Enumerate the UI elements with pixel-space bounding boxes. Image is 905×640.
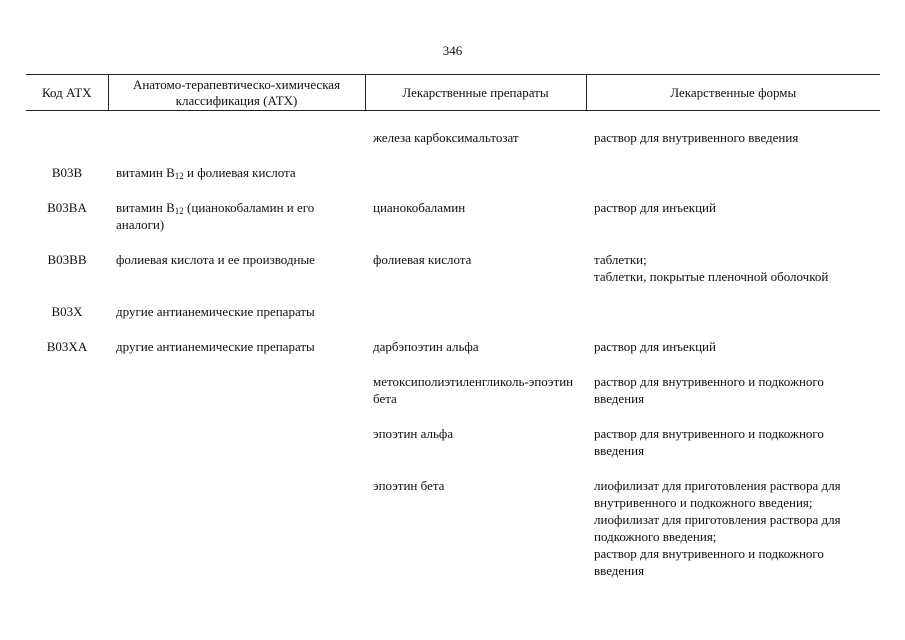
dosage-forms — [586, 425, 880, 477]
table-row — [26, 303, 880, 338]
atc-classification — [108, 251, 365, 303]
dosage-form-item: лиофилизат для приготовления раствора для подкожного введения; — [594, 512, 841, 544]
dosage-form-item: раствор для внутривенного и подкожного введения — [594, 426, 824, 458]
dosage-form-item: лиофилизат для приготовления раствора для внутривенного и подкожного введения; — [594, 478, 841, 510]
table-row — [26, 477, 880, 597]
dosage-form-item: раствор для внутривенного и подкожного введения — [594, 546, 824, 578]
atc-classification — [108, 111, 365, 165]
header-forms: Лекарственные формы — [586, 75, 880, 111]
atc-code: B03B — [51, 165, 83, 180]
atc-code — [26, 373, 108, 425]
drug-name: метоксиполиэтиленгликоль-эпоэтин бета — [373, 374, 574, 406]
table-row — [26, 199, 880, 251]
atc-text: витамин B — [116, 165, 175, 180]
atc-drug-table — [26, 74, 880, 597]
dosage-forms — [586, 199, 880, 251]
drug-name: дарбэпоэтин альфа — [373, 339, 479, 354]
dosage-forms — [586, 251, 880, 303]
dosage-form-item: раствор для внутривенного и подкожного введения — [594, 374, 824, 406]
atc-text: фолиевая кислота и ее производные — [116, 252, 315, 267]
atc-classification — [108, 199, 365, 251]
atc-text: другие антианемические препараты — [116, 304, 315, 319]
dosage-forms — [586, 303, 880, 338]
dosage-forms — [586, 111, 880, 165]
header-code: Код АТХ — [26, 75, 108, 111]
header-drugs: Лекарственные препараты — [365, 75, 586, 111]
table-row — [26, 251, 880, 303]
table-body — [26, 111, 880, 598]
header-atc-line1: Анатомо-терапевтическо-химическая — [132, 76, 341, 92]
table-row — [26, 373, 880, 425]
atc-classification — [108, 338, 365, 373]
table-header — [26, 75, 880, 111]
dosage-form-item: раствор для инъекций — [594, 200, 716, 215]
dosage-form-item: раствор для инъекций — [594, 339, 716, 354]
atc-classification — [108, 425, 365, 477]
table-row — [26, 111, 880, 165]
atc-subscript: 12 — [174, 171, 184, 181]
header-atc — [108, 75, 365, 111]
dosage-form-item: таблетки, покрытые пленочной оболочкой — [594, 269, 829, 284]
atc-classification — [108, 303, 365, 338]
drug-name — [365, 303, 586, 338]
atc-code — [26, 425, 108, 477]
table-row — [26, 338, 880, 373]
atc-classification — [108, 164, 365, 199]
atc-text-continued: и фолиевая кислота — [183, 165, 296, 180]
dosage-forms — [586, 477, 880, 597]
atc-code: B03BA — [47, 200, 87, 215]
drug-name — [365, 164, 586, 199]
atc-classification — [108, 477, 365, 597]
table-row — [26, 425, 880, 477]
drug-name: цианокобаламин — [373, 200, 466, 215]
atc-code: B03BB — [47, 252, 87, 267]
table-row — [26, 164, 880, 199]
atc-subscript: 12 — [174, 206, 184, 216]
dosage-forms — [586, 164, 880, 199]
atc-text-continued: (цианокобаламин и его аналоги) — [116, 200, 315, 232]
drug-name: эпоэтин альфа — [373, 426, 454, 441]
atc-text: витамин B — [116, 200, 175, 215]
atc-text: другие антианемические препараты — [116, 339, 315, 354]
drug-name: фолиевая кислота — [373, 252, 472, 267]
atc-code: B03X — [51, 304, 83, 319]
atc-classification — [108, 373, 365, 425]
dosage-form-item: таблетки; — [594, 252, 647, 267]
dosage-form-item: раствор для внутривенного введения — [594, 130, 799, 145]
atc-code — [26, 111, 108, 165]
atc-code: B03XA — [46, 339, 88, 354]
atc-code — [26, 477, 108, 597]
drug-name: эпоэтин бета — [373, 478, 445, 493]
page-number: 346 — [442, 43, 463, 58]
drug-name: железа карбоксимальтозат — [373, 130, 519, 145]
dosage-forms — [586, 338, 880, 373]
dosage-forms — [586, 373, 880, 425]
header-atc-line2: классификация (АТХ) — [175, 92, 298, 108]
